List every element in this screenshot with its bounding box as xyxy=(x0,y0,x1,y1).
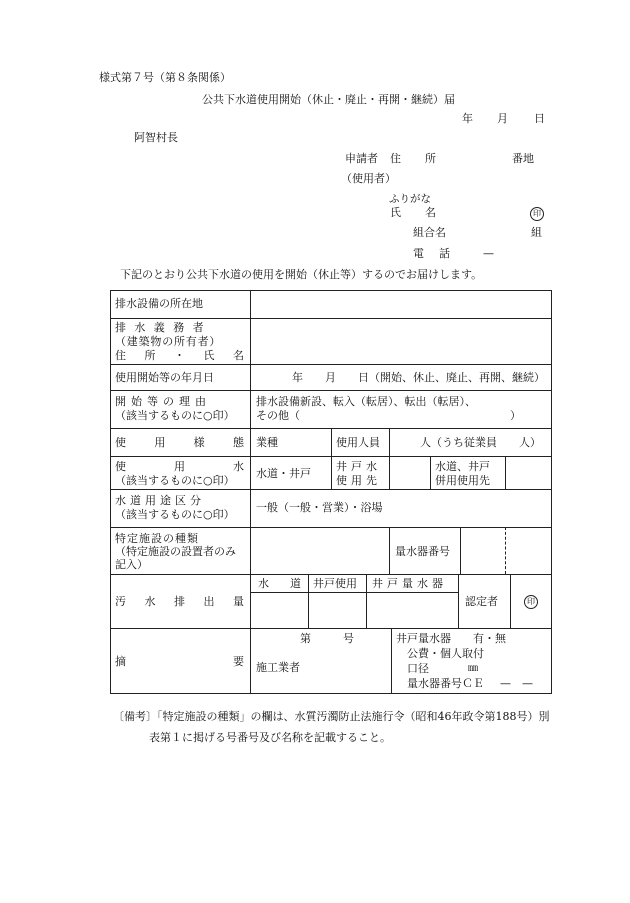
table-rule xyxy=(331,428,332,456)
row-start-date-label: 使用開始等の年月日 xyxy=(115,371,214,384)
phone-label-2: 話 xyxy=(439,247,450,260)
kumi-suffix: 組 xyxy=(531,226,542,239)
mm-unit: ㎜ xyxy=(468,663,478,674)
row-location-label: 排水設備の所在地 xyxy=(115,297,203,310)
well-meter-label: 井戸量水器 xyxy=(396,632,451,645)
col-well-use: 井戸使用 xyxy=(313,577,357,590)
people-count[interactable]: 人（うち従業員 人） xyxy=(420,436,541,449)
table-rule xyxy=(458,574,459,628)
name-label-1: 氏 xyxy=(390,206,401,219)
meter-ce-dashes: — — xyxy=(500,677,533,690)
applicant-label: 申請者 xyxy=(345,152,378,165)
table-rule xyxy=(110,628,552,629)
row-water-sub: （該当するものに○印） xyxy=(115,474,235,487)
address-label-1: 住 xyxy=(390,152,401,165)
reason-other[interactable]: その他（ xyxy=(256,409,300,422)
table-rule xyxy=(110,364,552,365)
col-water-supply-1: 水 xyxy=(258,577,269,590)
table-rule xyxy=(510,574,511,628)
phone-dash: — xyxy=(483,247,494,260)
meter-ce-label: 量水器番号ＣＥ xyxy=(407,677,484,690)
table-rule xyxy=(389,428,390,456)
intro-text: 下記のとおり公共下水道の使用を開始（休止等）するのでお届けします。 xyxy=(120,268,483,281)
industry-label: 業種 xyxy=(256,436,278,449)
name-label-2: 名 xyxy=(425,206,436,219)
reason-options[interactable]: 排水設備新設、転入（転居）、転出（転居）、 xyxy=(256,395,476,408)
address-suffix: 番地 xyxy=(512,152,534,165)
row-facility-label: 特定施設の種類 xyxy=(115,532,199,545)
start-date-field[interactable]: 年 月 日（開始、休止、廃止、再開、継続） xyxy=(292,371,545,384)
row-water-label: 使 用 水 xyxy=(115,460,244,473)
date-day: 日 xyxy=(534,112,545,125)
table-rule xyxy=(391,628,392,694)
table-rule xyxy=(366,574,367,628)
bore-label: 口径 xyxy=(407,662,429,675)
col-well-meter: 井戸量水器 xyxy=(372,577,447,590)
table-rule xyxy=(460,527,461,574)
table-rule-dashed xyxy=(505,527,506,574)
row-obligor-sub: （建築物の所有者） xyxy=(115,335,222,348)
user-label: （使用者） xyxy=(341,172,396,185)
well-water-sub: 使用先 xyxy=(336,474,381,487)
remarks-line-1: 〔備考〕「特定施設の種類」の欄は、水質汚濁防止法施行令（昭和46年政令第188号）別 xyxy=(113,710,550,723)
row-summary-label: 摘 要 xyxy=(115,655,244,668)
table-rule xyxy=(430,456,431,489)
table-rule xyxy=(110,527,552,528)
row-water-purpose-sub: （該当するものに○印） xyxy=(115,508,235,521)
certifier-label: 認定者 xyxy=(465,595,498,608)
table-rule xyxy=(250,290,251,694)
table-rule xyxy=(110,390,552,391)
combined-use-sub: 併用使用先 xyxy=(435,474,490,487)
addressee: 阿智村長 xyxy=(134,131,178,144)
table-rule xyxy=(110,318,552,319)
combined-use-label: 水道、井戸 xyxy=(435,460,490,473)
address-label-2: 所 xyxy=(425,152,436,165)
table-rule xyxy=(110,489,552,490)
date-year: 年 xyxy=(462,112,473,125)
table-rule xyxy=(331,456,332,489)
install-type[interactable]: 公費・個人取付 xyxy=(407,647,484,660)
row-discharge-label: 汚 水 排 出 量 xyxy=(115,595,244,608)
phone-label-1: 電 xyxy=(413,247,424,260)
water-source-option[interactable]: 水道・井戸 xyxy=(256,467,311,480)
well-water-label: 井戸水 xyxy=(336,460,381,473)
row-reason-sub: （該当するものに○印） xyxy=(115,409,235,422)
table-rule xyxy=(389,527,390,574)
table-rule xyxy=(250,592,458,593)
row-water-purpose-label: 水道用途区分 xyxy=(115,494,205,507)
furigana-label: ふりがな xyxy=(389,193,431,205)
table-rule xyxy=(389,456,390,489)
row-facility-sub: （特定施設の設置者のみ xyxy=(115,545,236,558)
row-obligor-label: 排水義務者 xyxy=(115,321,212,334)
number-prefix: 第 xyxy=(300,632,311,645)
water-purpose-options[interactable]: 一般（一般・営業）・浴場 xyxy=(256,501,383,514)
number-suffix: 号 xyxy=(343,632,354,645)
form-number: 様式第７号（第８条関係） xyxy=(99,71,231,84)
row-obligor-address-name: 住 所 ・ 氏 名 xyxy=(115,349,244,362)
table-rule xyxy=(110,574,552,575)
row-usage-label: 使 用 様 態 xyxy=(115,436,244,449)
table-rule xyxy=(505,456,506,489)
row-reason-label: 開始等の理由 xyxy=(115,395,211,408)
meter-number-label: 量水器番号 xyxy=(395,545,450,558)
users-label: 使用人員 xyxy=(336,436,380,449)
contractor-label: 施工業者 xyxy=(256,661,300,674)
kumiai-label: 組合名 xyxy=(413,226,446,239)
table-rule xyxy=(308,574,309,628)
certifier-seal: 印 xyxy=(524,595,538,609)
well-meter-yesno[interactable]: 有・無 xyxy=(473,632,506,645)
seal-mark: 印 xyxy=(530,207,544,221)
date-month: 月 xyxy=(497,112,508,125)
col-water-supply-2: 道 xyxy=(290,577,301,590)
reason-other-close: ） xyxy=(510,409,521,422)
form-title: 公共下水道使用開始（休止・廃止・再開・継続）届 xyxy=(202,93,455,106)
row-facility-sub2: 記入） xyxy=(115,558,148,571)
remarks-line-2: 表第１に掲げる号番号及び名称を記載すること。 xyxy=(149,731,391,744)
